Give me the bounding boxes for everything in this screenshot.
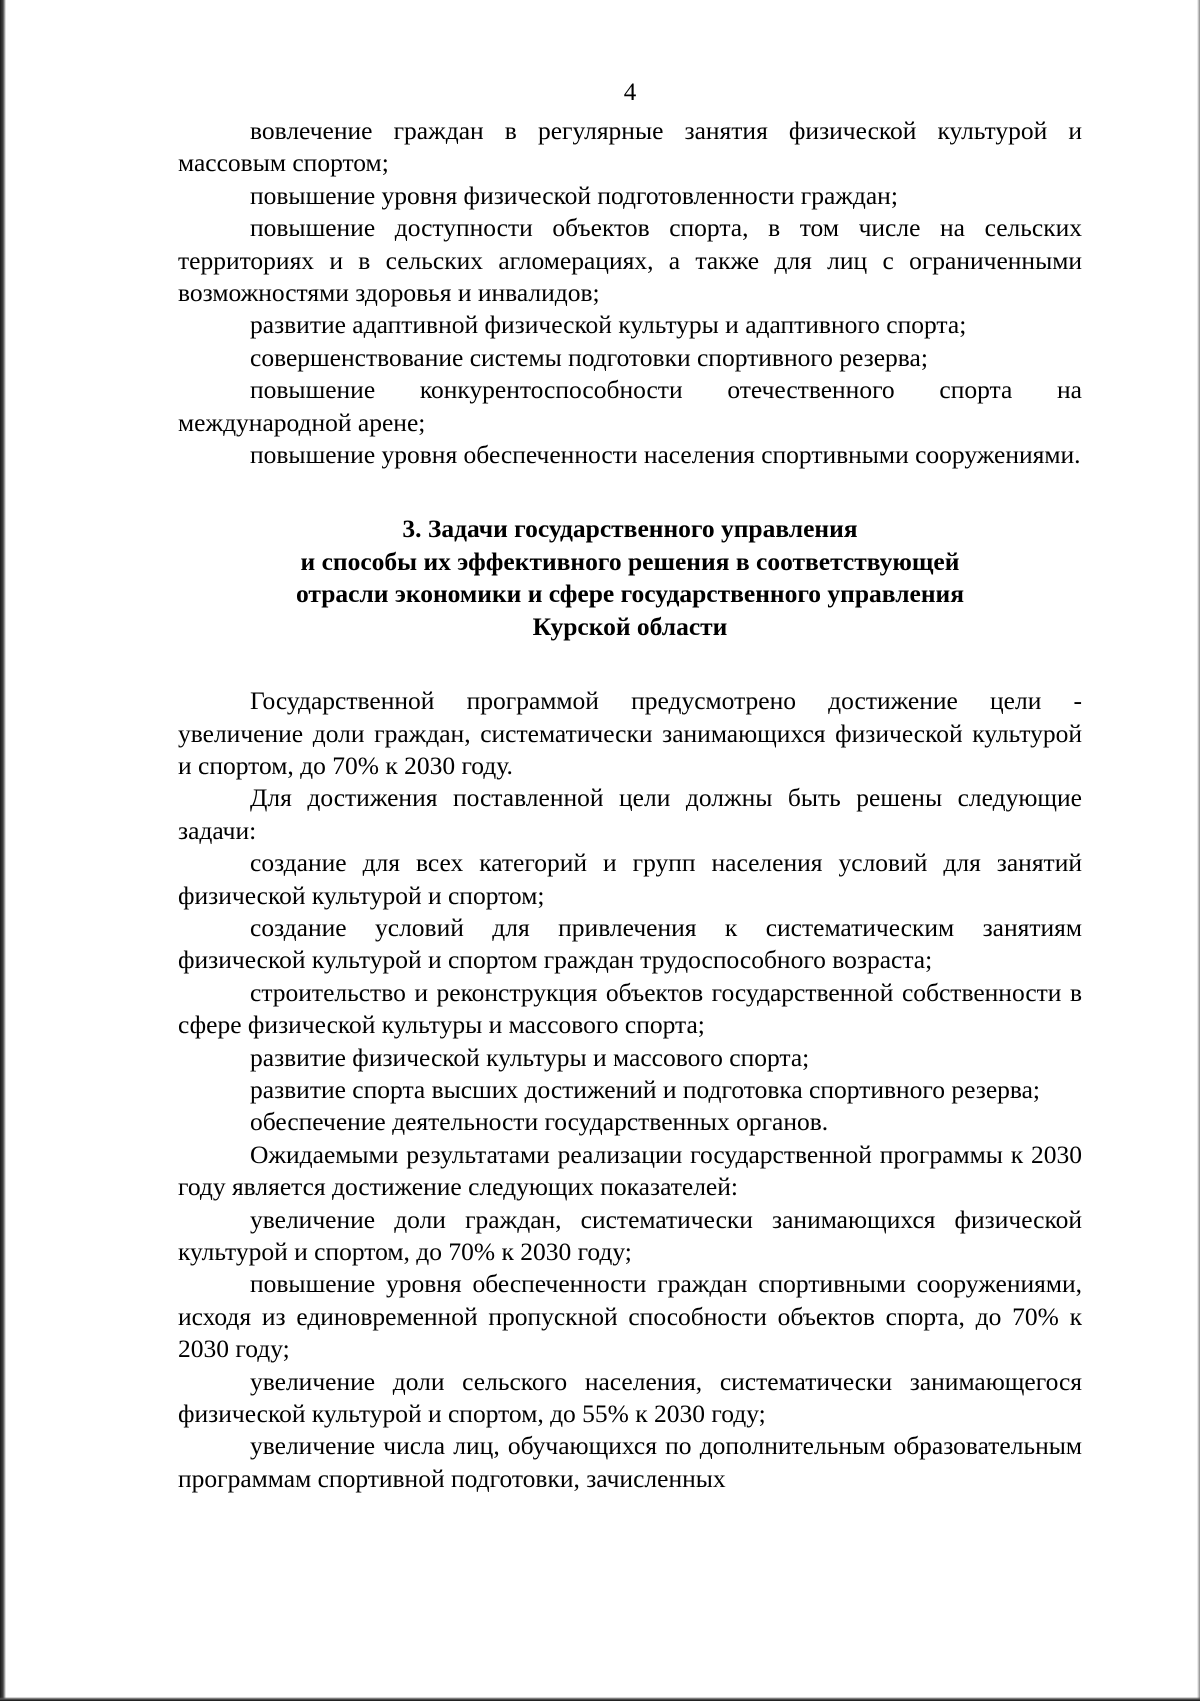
- paragraph: Ожидаемыми результатами реализации государственной программы к 2030 году является достижение следующих показателей:: [178, 1139, 1082, 1202]
- list-item: повышение доступности объектов спорта, в том числе на сельских территориях и в сельских агломерациях, а также для лиц с ограниченными возможностями здоровья и инвалидов;: [178, 213, 1082, 308]
- list-item: развитие физической культуры и массового спорта;: [250, 1042, 810, 1072]
- section-heading-line: 3. Задачи государственного управления: [402, 514, 858, 544]
- list-item: повышение уровня физической подготовленности граждан;: [250, 180, 898, 210]
- list-item: совершенствование системы подготовки спортивного резерва;: [250, 342, 928, 372]
- list-item: обеспечение деятельности государственных органов.: [250, 1107, 829, 1137]
- list-item: вовлечение граждан в регулярные занятия физической культурой и массовым спортом;: [178, 116, 1082, 178]
- paragraph: Для достижения поставленной цели должны быть решены следующие задачи:: [178, 783, 1082, 845]
- list-item: строительство и реконструкция объектов государственной собственности в сфере физической культуры и массового спорта;: [178, 977, 1082, 1040]
- list-item: создание для всех категорий и групп населения условий для занятий физической культурой и спортом;: [178, 848, 1082, 910]
- list-item: развитие адаптивной физической культуры и адаптивного спорта;: [250, 310, 967, 340]
- section-heading: [178, 513, 1082, 643]
- section-heading-line: отрасли экономики и сфере государственного управления: [295, 579, 965, 609]
- spacer: [178, 471, 1082, 513]
- section-heading-line: Курской области: [532, 611, 728, 641]
- spacer: [178, 643, 1082, 685]
- list-item: повышение конкурентоспособности отечественного спорта на международной арене;: [178, 375, 1082, 437]
- list-item: повышение уровня обеспеченности населения спортивными сооружениями.: [250, 440, 1081, 470]
- page-number: 4: [623, 79, 637, 106]
- list-item: увеличение доли сельского населения, систематически занимающегося физической культурой и спортом, до 55% к 2030 году;: [178, 1366, 1082, 1429]
- list-item: увеличение числа лиц, обучающихся по дополнительным образовательным программам спортивной подготовки, зачисленных: [178, 1431, 1082, 1493]
- list-item: увеличение доли граждан, систематически занимающихся физической культурой и спортом, до 70% к 2030 году;: [178, 1204, 1082, 1266]
- scan-left-edge: [0, 0, 6, 1701]
- paragraph: Государственной программой предусмотрено достижение цели - увеличение доли граждан, систематически занимающихся физической культурой и спортом, до 70% к 2030 году.: [178, 686, 1082, 780]
- list-item: создание условий для привлечения к систематическим занятиям физической культурой и спортом граждан трудоспособного возраста;: [178, 912, 1082, 975]
- scan-bottom-edge: [0, 1697, 1200, 1701]
- list-item: повышение уровня обеспеченности граждан спортивными сооружениями, исходя из единовременной пропускной способности объектов спорта, до 70% к 2030 году;: [178, 1269, 1082, 1364]
- document-body: [178, 115, 1082, 1495]
- list-item: развитие спорта высших достижений и подготовка спортивного резерва;: [250, 1074, 1040, 1104]
- section-heading-line: и способы их эффективного решения в соответствующей: [300, 546, 960, 576]
